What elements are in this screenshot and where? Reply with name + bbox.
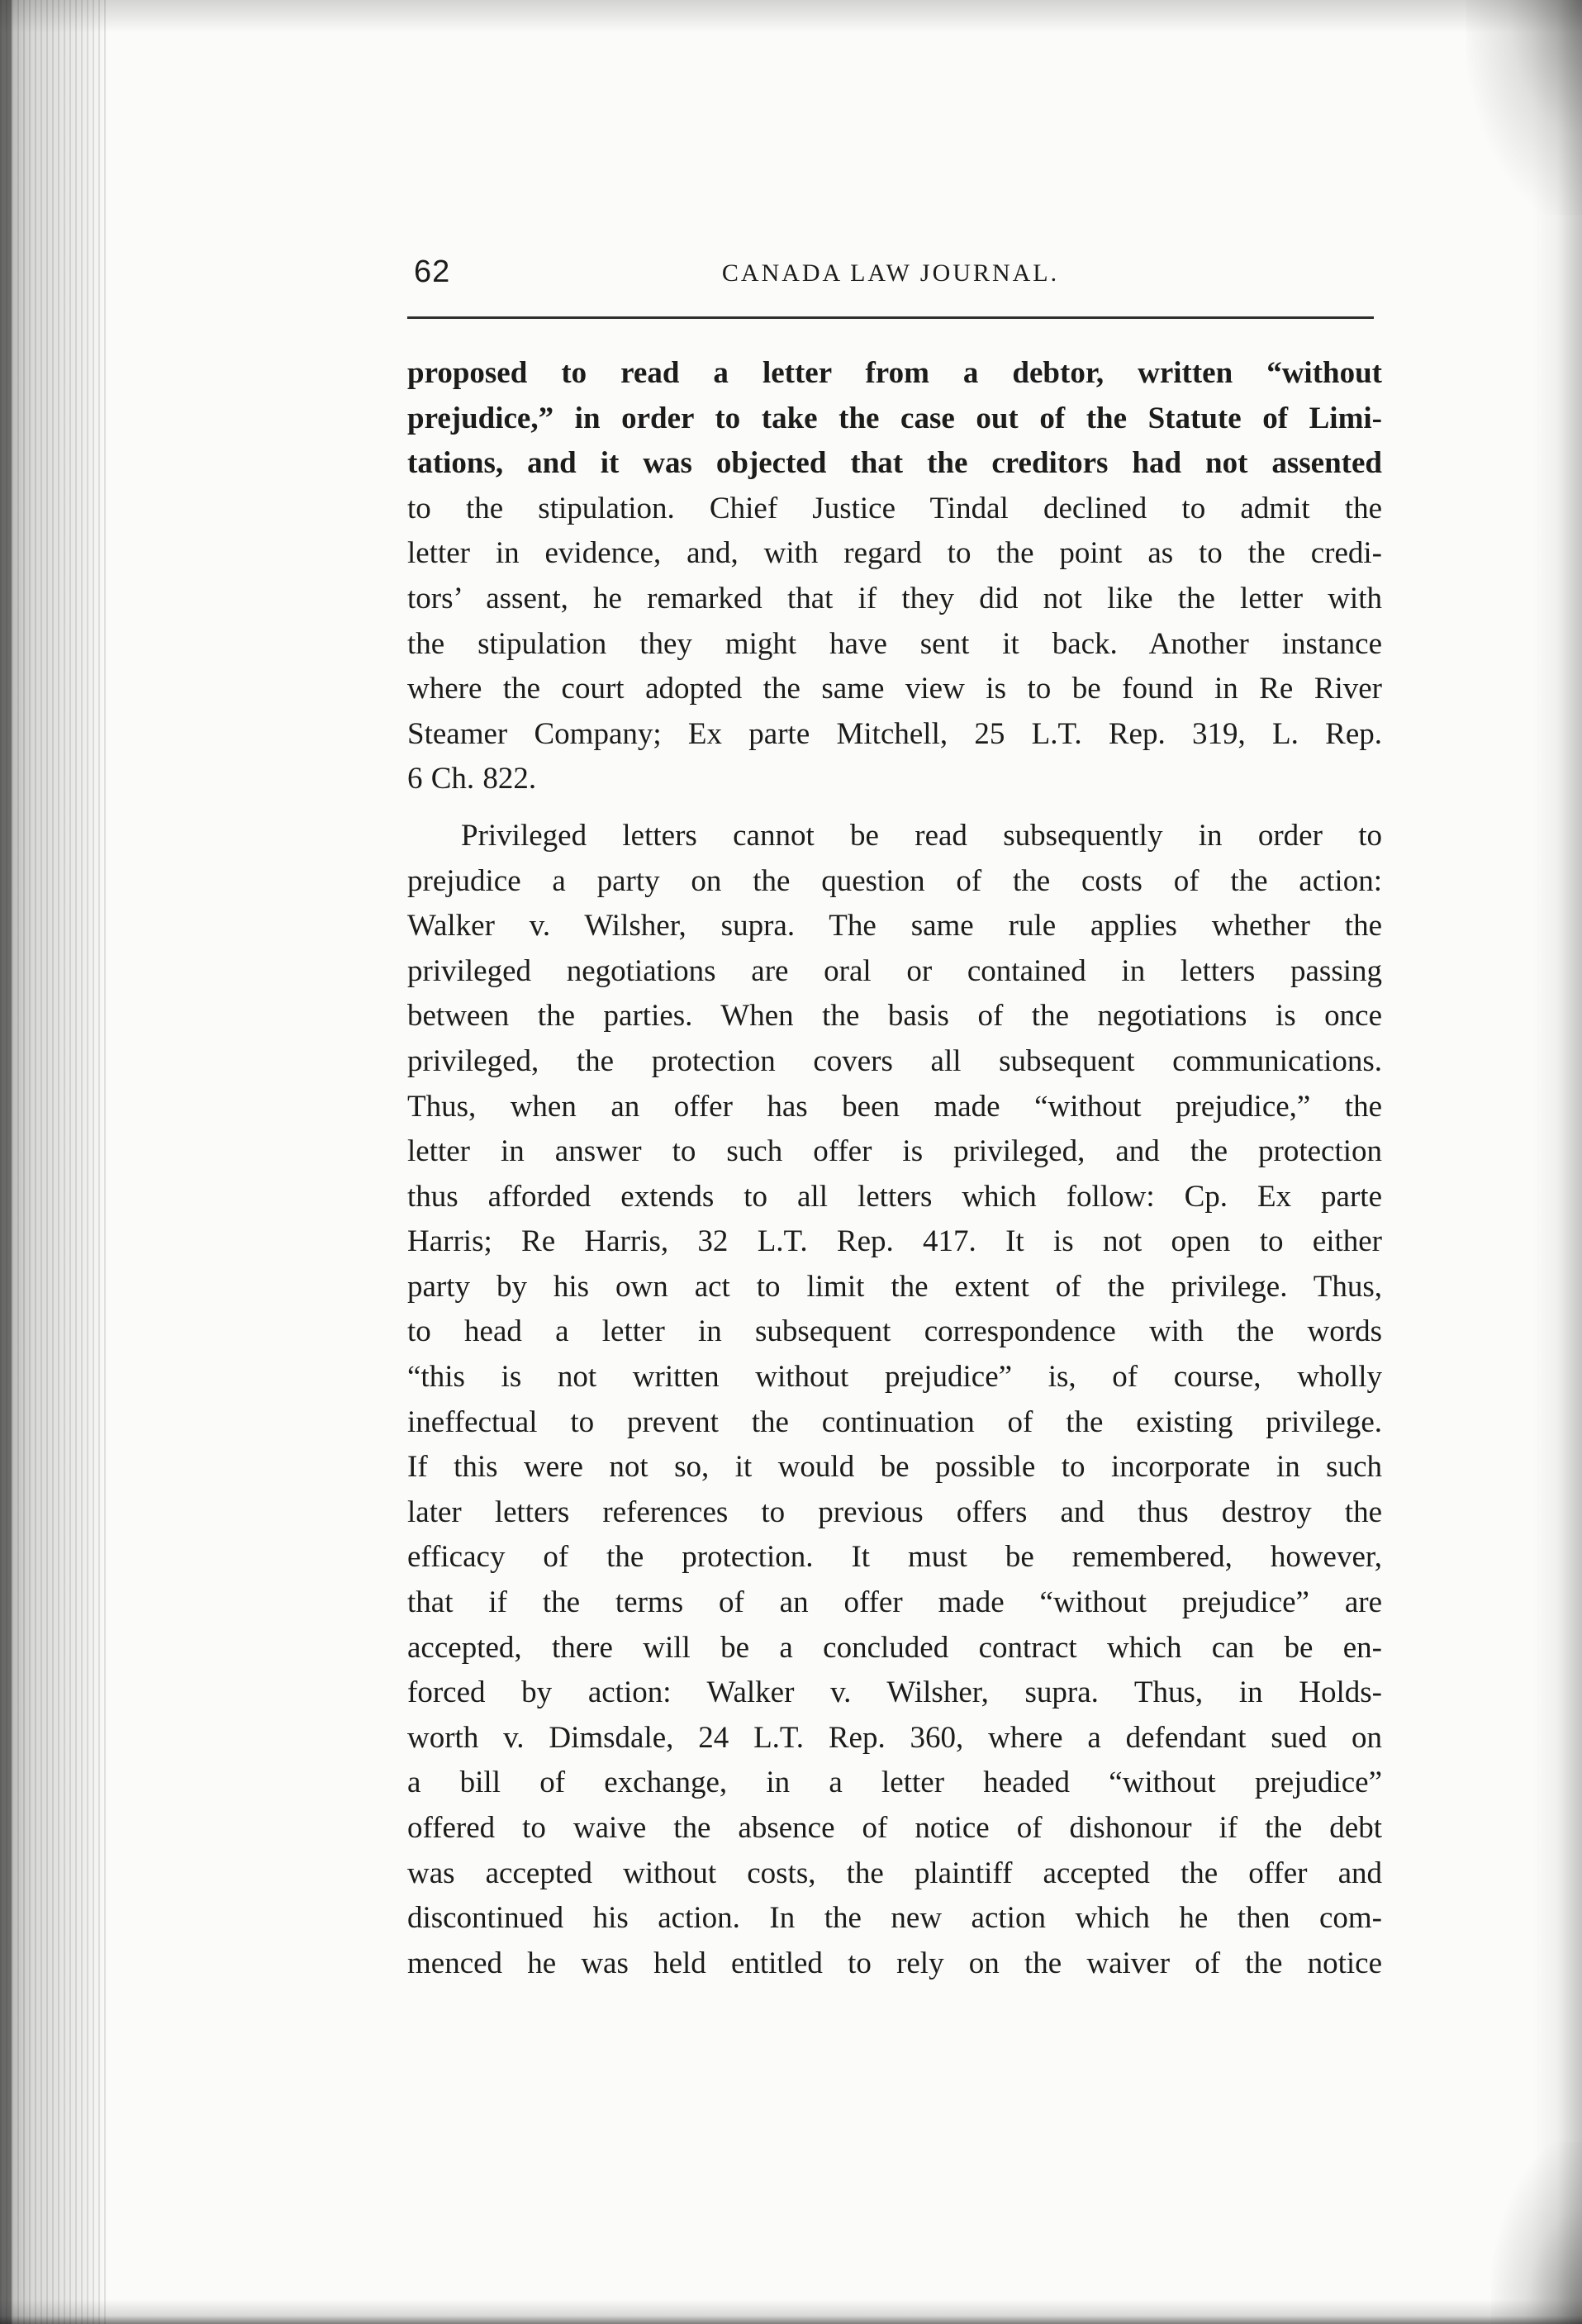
text-line: to the stipulation. Chief Justice Tindal declined to admit the bbox=[407, 491, 1382, 525]
text-line: proposed to read a letter from a debtor, written “without bbox=[407, 356, 1382, 390]
text-line: 6 Ch. 822. bbox=[407, 762, 537, 796]
header-rule bbox=[407, 316, 1374, 319]
page-header bbox=[407, 254, 1374, 304]
text-line: Privileged letters cannot be read subsequently in order to bbox=[461, 818, 1382, 853]
text-line: Thus, when an offer has been made “without prejudice,” the bbox=[407, 1089, 1382, 1124]
text-line: worth v. Dimsdale, 24 L.T. Rep. 360, where a defendant sued on bbox=[407, 1720, 1382, 1755]
text-line: “this is not written without prejudice” is, of course, wholly bbox=[407, 1360, 1382, 1395]
text-line: Harris; Re Harris, 32 L.T. Rep. 417. It is not open to either bbox=[407, 1224, 1382, 1259]
text-line: letter in answer to such offer is privileged, and the protection bbox=[407, 1134, 1382, 1169]
top-page-edge bbox=[0, 0, 1582, 33]
text-line: where the court adopted the same view is to be found in Re River bbox=[407, 672, 1382, 706]
paragraph bbox=[407, 814, 1382, 1986]
bottom-right-corner-shadow bbox=[1491, 2142, 1582, 2324]
text-line: Steamer Company; Ex parte Mitchell, 25 L.T. Rep. 319, L. Rep. bbox=[407, 716, 1382, 751]
text-line: privileged, the protection covers all subsequent communications. bbox=[407, 1043, 1382, 1078]
text-line: that if the terms of an offer made “without prejudice” are bbox=[407, 1585, 1382, 1620]
paragraph bbox=[407, 351, 1382, 802]
text-line: party by his own act to limit the extent of the privilege. Thus, bbox=[407, 1269, 1382, 1304]
text-line: accepted, there will be a concluded contract which can be en- bbox=[407, 1630, 1382, 1665]
text-line: privileged negotiations are oral or contained in letters passing bbox=[407, 953, 1382, 988]
bottom-page-edge bbox=[0, 2299, 1582, 2324]
binding-gutter bbox=[0, 0, 107, 2324]
text-line: forced by action: Walker v. Wilsher, supra. Thus, in Holds- bbox=[407, 1675, 1382, 1710]
text-line: was accepted without costs, the plaintiff accepted the offer and bbox=[407, 1856, 1382, 1890]
text-line: tors’ assent, he remarked that if they did not like the letter with bbox=[407, 581, 1382, 615]
text-line: prejudice,” in order to take the case out of the Statute of Limi- bbox=[407, 401, 1382, 435]
article-body bbox=[407, 351, 1382, 1986]
text-line: between the parties. When the basis of the negotiations is once bbox=[407, 999, 1382, 1034]
text-line: Walker v. Wilsher, supra. The same rule applies whether the bbox=[407, 909, 1382, 943]
text-line: thus afforded extends to all letters which follow: Cp. Ex parte bbox=[407, 1179, 1382, 1214]
right-page-edge bbox=[1532, 0, 1582, 2324]
text-line: efficacy of the protection. It must be remembered, however, bbox=[407, 1540, 1382, 1575]
text-line: letter in evidence, and, with regard to the point as to the credi- bbox=[407, 536, 1382, 571]
text-line: a bill of exchange, in a letter headed “without prejudice” bbox=[407, 1766, 1382, 1800]
binding-edge bbox=[0, 0, 12, 2324]
text-line: offered to waive the absence of notice of dishonour if the debt bbox=[407, 1811, 1382, 1845]
running-head: CANADA LAW JOURNAL. bbox=[721, 259, 1060, 287]
text-line: If this were not so, it would be possible to incorporate in such bbox=[407, 1450, 1382, 1485]
text-line: prejudice a party on the question of the costs of the action: bbox=[407, 863, 1382, 898]
text-line: discontinued his action. In the new action which he then com- bbox=[407, 1901, 1382, 1936]
page-number: 62 bbox=[414, 254, 451, 289]
text-line: ineffectual to prevent the continuation of the existing privilege. bbox=[407, 1404, 1382, 1439]
text-line: menced he was held entitled to rely on the waiver of the notice bbox=[407, 1946, 1382, 1980]
text-line: to head a letter in subsequent correspondence with the words bbox=[407, 1314, 1382, 1349]
top-right-corner-shadow bbox=[1466, 0, 1582, 215]
text-line: the stipulation they might have sent it back. Another instance bbox=[407, 626, 1382, 661]
text-line: tations, and it was objected that the creditors had not assented bbox=[407, 446, 1382, 481]
text-line: later letters references to previous offers and thus destroy the bbox=[407, 1495, 1382, 1529]
